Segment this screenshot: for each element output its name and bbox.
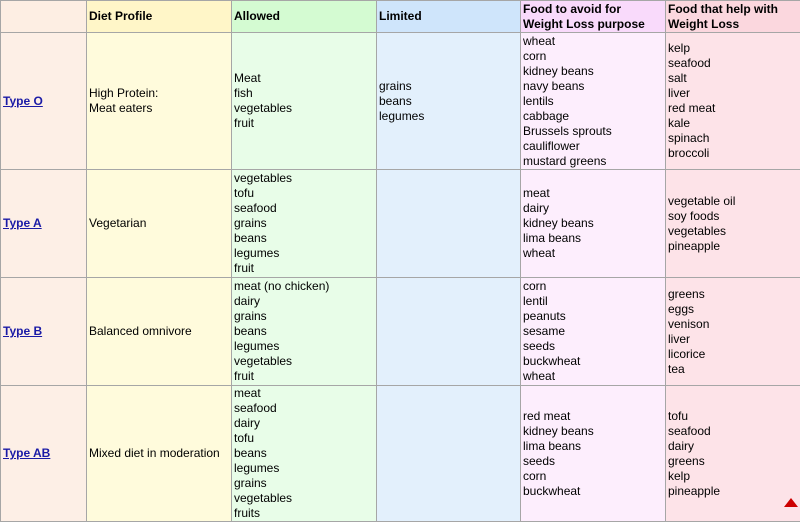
- header-type: [1, 1, 87, 33]
- avoid-item: meat: [523, 186, 663, 201]
- avoid-item: seeds: [523, 339, 663, 354]
- allowed-item: grains: [234, 309, 374, 324]
- avoid-item: wheat: [523, 369, 663, 384]
- limited-cell: [377, 386, 521, 522]
- avoid-item: buckwheat: [523, 354, 663, 369]
- type-cell: [1, 386, 87, 522]
- avoid-cell: [521, 278, 666, 386]
- avoid-item: kidney beans: [523, 64, 663, 79]
- table-row: [1, 278, 800, 386]
- help-item: kale: [668, 116, 798, 131]
- help-item: greens: [668, 454, 798, 469]
- avoid-item: lentils: [523, 94, 663, 109]
- allowed-item: fruits: [234, 506, 374, 521]
- help-item: pineapple: [668, 239, 798, 254]
- allowed-item: legumes: [234, 339, 374, 354]
- help-item: liver: [668, 332, 798, 347]
- allowed-item: beans: [234, 324, 374, 339]
- allowed-item: grains: [234, 476, 374, 491]
- diet-profile-text: Mixed diet in moderation: [89, 446, 229, 461]
- avoid-item: lentil: [523, 294, 663, 309]
- limited-item: beans: [379, 94, 518, 109]
- limited-cell: [377, 170, 521, 278]
- allowed-item: tofu: [234, 186, 374, 201]
- allowed-item: fruit: [234, 116, 374, 131]
- allowed-item: dairy: [234, 294, 374, 309]
- scroll-up-arrow-icon[interactable]: [784, 498, 798, 507]
- allowed-item: legumes: [234, 461, 374, 476]
- header-diet-profile: Diet Profile: [87, 1, 232, 33]
- allowed-item: fish: [234, 86, 374, 101]
- type-link-type-o[interactable]: Type O: [3, 94, 43, 108]
- help-item: kelp: [668, 41, 798, 56]
- allowed-item: tofu: [234, 431, 374, 446]
- allowed-item: fruit: [234, 369, 374, 384]
- type-cell: [1, 278, 87, 386]
- help-item: greens: [668, 287, 798, 302]
- limited-item: legumes: [379, 109, 518, 124]
- type-cell: [1, 170, 87, 278]
- avoid-item: navy beans: [523, 79, 663, 94]
- avoid-item: corn: [523, 49, 663, 64]
- avoid-item: wheat: [523, 246, 663, 261]
- avoid-item: corn: [523, 279, 663, 294]
- avoid-item: corn: [523, 469, 663, 484]
- allowed-item: vegetables: [234, 171, 374, 186]
- limited-item: grains: [379, 79, 518, 94]
- type-link-type-b[interactable]: Type B: [3, 324, 42, 338]
- help-cell: [666, 278, 800, 386]
- allowed-item: meat: [234, 386, 374, 401]
- avoid-item: kidney beans: [523, 216, 663, 231]
- avoid-item: lima beans: [523, 231, 663, 246]
- allowed-item: legumes: [234, 246, 374, 261]
- avoid-item: seeds: [523, 454, 663, 469]
- avoid-cell: [521, 386, 666, 522]
- help-item: salt: [668, 71, 798, 86]
- allowed-cell: [232, 170, 377, 278]
- table-row: [1, 386, 800, 522]
- diet-profile-text: Vegetarian: [89, 216, 229, 231]
- avoid-cell: [521, 33, 666, 170]
- avoid-item: mustard greens: [523, 154, 663, 169]
- avoid-item: cauliflower: [523, 139, 663, 154]
- diet-profile-text: Meat eaters: [89, 101, 229, 116]
- limited-cell: [377, 278, 521, 386]
- help-item: venison: [668, 317, 798, 332]
- header-food-that-helps: Food that help with Weight Loss: [666, 1, 800, 33]
- allowed-item: vegetables: [234, 491, 374, 506]
- avoid-cell: [521, 170, 666, 278]
- diet-profile-cell: [87, 278, 232, 386]
- allowed-cell: [232, 33, 377, 170]
- avoid-item: lima beans: [523, 439, 663, 454]
- allowed-item: fruit: [234, 261, 374, 276]
- limited-cell: [377, 33, 521, 170]
- help-item: kelp: [668, 469, 798, 484]
- help-item: liver: [668, 86, 798, 101]
- header-row: [1, 1, 800, 33]
- allowed-item: grains: [234, 216, 374, 231]
- help-item: tofu: [668, 409, 798, 424]
- table-row: [1, 33, 800, 170]
- header-limited: Limited: [377, 1, 521, 33]
- avoid-item: red meat: [523, 409, 663, 424]
- avoid-item: dairy: [523, 201, 663, 216]
- help-item: seafood: [668, 56, 798, 71]
- allowed-cell: [232, 386, 377, 522]
- help-item: broccoli: [668, 146, 798, 161]
- type-link-type-ab[interactable]: Type AB: [3, 446, 50, 460]
- avoid-item: peanuts: [523, 309, 663, 324]
- help-item: eggs: [668, 302, 798, 317]
- diet-profile-cell: [87, 170, 232, 278]
- header-food-to-avoid: Food to avoid for Weight Loss purpose: [521, 1, 666, 33]
- help-cell: [666, 33, 800, 170]
- help-item: dairy: [668, 439, 798, 454]
- avoid-item: buckwheat: [523, 484, 663, 499]
- help-item: vegetable oil: [668, 194, 798, 209]
- table-row: [1, 170, 800, 278]
- allowed-item: vegetables: [234, 101, 374, 116]
- diet-profile-text: Balanced omnivore: [89, 324, 229, 339]
- help-item: vegetables: [668, 224, 798, 239]
- help-cell: [666, 170, 800, 278]
- allowed-item: seafood: [234, 201, 374, 216]
- help-item: licorice: [668, 347, 798, 362]
- help-cell: [666, 386, 800, 522]
- help-item: seafood: [668, 424, 798, 439]
- type-cell: [1, 33, 87, 170]
- allowed-item: dairy: [234, 416, 374, 431]
- avoid-item: Brussels sprouts: [523, 124, 663, 139]
- allowed-item: vegetables: [234, 354, 374, 369]
- type-link-type-a[interactable]: Type A: [3, 216, 42, 230]
- help-item: pineapple: [668, 484, 798, 499]
- allowed-item: beans: [234, 231, 374, 246]
- avoid-item: kidney beans: [523, 424, 663, 439]
- help-item: tea: [668, 362, 798, 377]
- allowed-item: Meat: [234, 71, 374, 86]
- allowed-cell: [232, 278, 377, 386]
- diet-profile-cell: [87, 33, 232, 170]
- header-allowed: Allowed: [232, 1, 377, 33]
- allowed-item: seafood: [234, 401, 374, 416]
- avoid-item: wheat: [523, 34, 663, 49]
- help-item: spinach: [668, 131, 798, 146]
- help-item: red meat: [668, 101, 798, 116]
- allowed-item: beans: [234, 446, 374, 461]
- diet-profile-cell: [87, 386, 232, 522]
- avoid-item: sesame: [523, 324, 663, 339]
- avoid-item: cabbage: [523, 109, 663, 124]
- help-item: soy foods: [668, 209, 798, 224]
- diet-profile-text: High Protein:: [89, 86, 229, 101]
- allowed-item: meat (no chicken): [234, 279, 374, 294]
